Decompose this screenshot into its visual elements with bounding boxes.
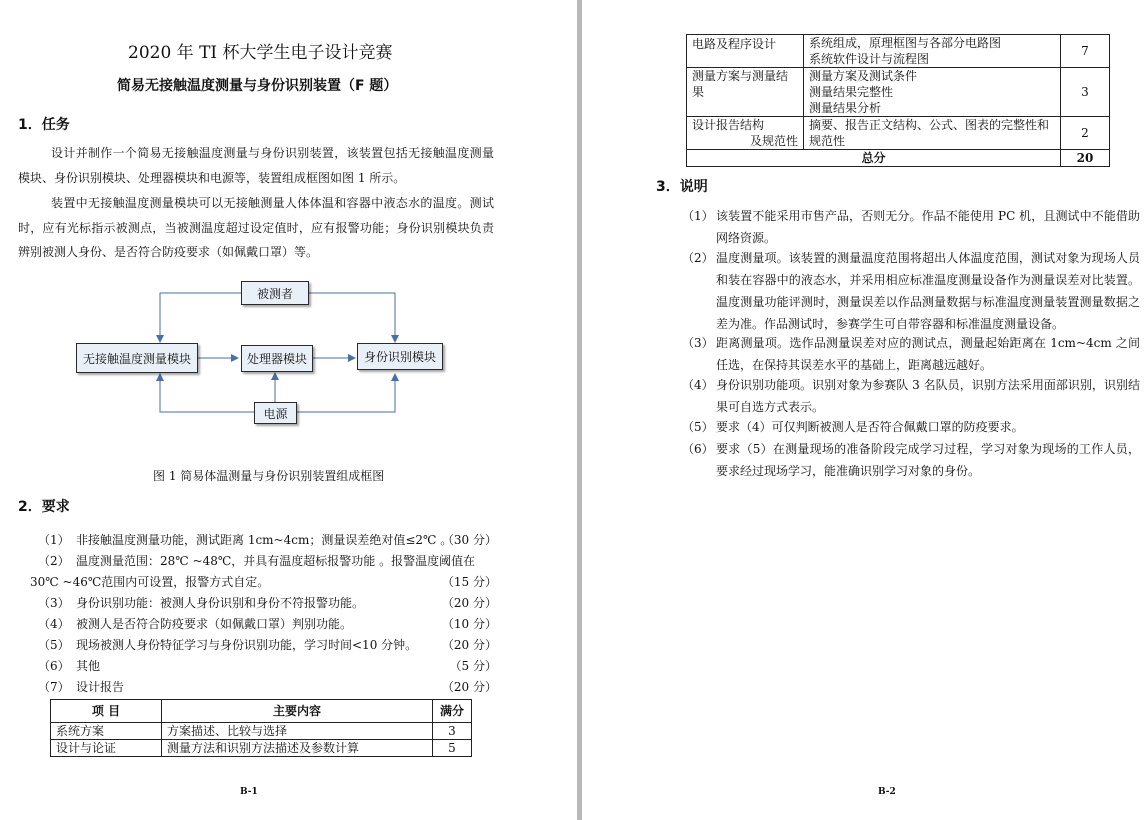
diagram-box-temp-module: 无接触温度测量模块 [76,343,198,373]
note-item: （3） 距离测量项。选作品测量误差对应的测试点，测量起始距离在 1cm~4cm 之间任选，在保持其误差水平的基础上，距离越远越好。 [682,336,1140,372]
requirement-item: （5） 现场被测人身份特征学习与身份识别功能，学习时间<10 分钟。 （20 分） [38,638,497,652]
total-label: 总分 [687,150,1061,167]
total-points: 20 [1061,150,1110,167]
requirement-item: （2） 温度测量范围：28℃ ~48℃，并具有温度超标报警功能 。报警温度阈值在 [38,554,476,568]
requirement-item: （6） 其他 （5 分） [38,659,497,673]
table-row: 测量方案与测量结 果 测量方案及测试条件 测量结果完整性 测量结果分析 3 [687,68,1110,117]
note-item: （1） 该装置不能采用市售产品，否则无分。作品不能使用 PC 机，且测试中不能借助网络资源。 [682,209,1140,245]
task-paragraph-1: 设计并制作一个简易无接触温度测量与身份识别装置，该装置包括无接触温度测量模块、身份识别模块、处理器模块和电源等，装置组成框图如图 1 所示。 [18,146,494,185]
section-task-heading: 1．任务 [18,117,70,133]
page-footer-2: B-2 [878,787,896,797]
note-item: （6） 要求（5）在测量现场的准备阶段完成学习过程，学习对象为现场的工作人员，要求经过现场学习，能准确识别学习对象的身份。 [682,442,1140,478]
table-header-content: 主要内容 [162,700,433,723]
requirement-item: （4） 被测人是否符合防疫要求（如佩戴口罩）判别功能。 （10 分） [38,617,497,631]
table-row: 电路及程序设计 系统组成，原理框图与各部分电路图 系统软件设计与流程图 7 [687,35,1110,68]
section-requirements-heading: 2．要求 [18,499,70,515]
table-row: 设计与论证 测量方法和识别方法描述及参数计算 5 [51,740,472,757]
note-item: （5） 要求（4）可仅判断被测人是否符合佩戴口罩的防疫要求。 [682,420,1024,434]
requirements-list [30,530,497,698]
page-2 [582,0,1147,820]
diagram-box-processor: 处理器模块 [241,345,313,372]
requirement-item: （7） 设计报告 （20 分） [38,680,497,694]
score-table-part-2 [686,34,1110,167]
task-paragraph-2: 装置中无接触温度测量模块可以无接触测量人体体温和容器中液态水的温度。测试时，应有光标指示被测点，当被测温度超过设定值时，应有报警功能；身份识别模块负责辨别被测人身份、是否符合防疫要求（如佩戴口罩）等。 [18,196,494,259]
table-total-row [687,150,1110,167]
problem-subtitle: 简易无接触温度测量与身份识别装置（F 题） [117,78,398,94]
note-item: （4） 身份识别功能项。识别对象为参赛队 3 名队员，识别方法采用面部识别，识别结果可自选方式表示。 [682,378,1140,414]
table-header-row [51,700,472,723]
diagram-box-subject: 被测者 [241,281,309,305]
requirement-item: （1） 非接触温度测量功能，测试距离 1cm~4cm；测量误差绝对值≤2℃ 。 （30 分） [38,533,497,547]
note-item: （2） 温度测量项。该装置的测量温度范围将超出人体温度范围，测试对象为现场人员和装在容器中的液态水，并采用相应标准温度测量设备作为测量误差对比装置。温度测量功能评测时，测量误差以作品测量数据与标准温度测量装置测量数据之差为准。作品测试时，参赛学生可自带容器和标准温度测量设备。 [682,251,1140,331]
score-table-part-1 [50,699,472,757]
block-diagram [70,278,460,428]
section-notes-heading: 3．说明 [656,179,708,195]
table-row: 设计报告结构 及规范性 摘要、报告正文结构、公式、图表的完整性和 规范性 2 [687,117,1110,150]
requirement-item-continued: 30℃ ~46℃范围内可设置，报警方式自定。 （15 分） [30,575,497,589]
contest-title: 2020 年 TI 杯大学生电子设计竞赛 [128,43,393,63]
diagram-box-id-module: 身份识别模块 [357,343,443,370]
figure-caption: 图 1 简易体温测量与身份识别装置组成框图 [153,469,385,483]
diagram-box-power: 电源 [254,402,297,424]
table-header-item: 项 目 [51,700,162,723]
page-footer-1: B-1 [240,787,258,797]
table-row: 系统方案 方案描述、比较与选择 3 [51,723,472,740]
table-header-points: 满分 [433,700,472,723]
requirement-item: （3） 身份识别功能：被测人身份识别和身份不符报警功能。 （20 分） [38,596,497,610]
